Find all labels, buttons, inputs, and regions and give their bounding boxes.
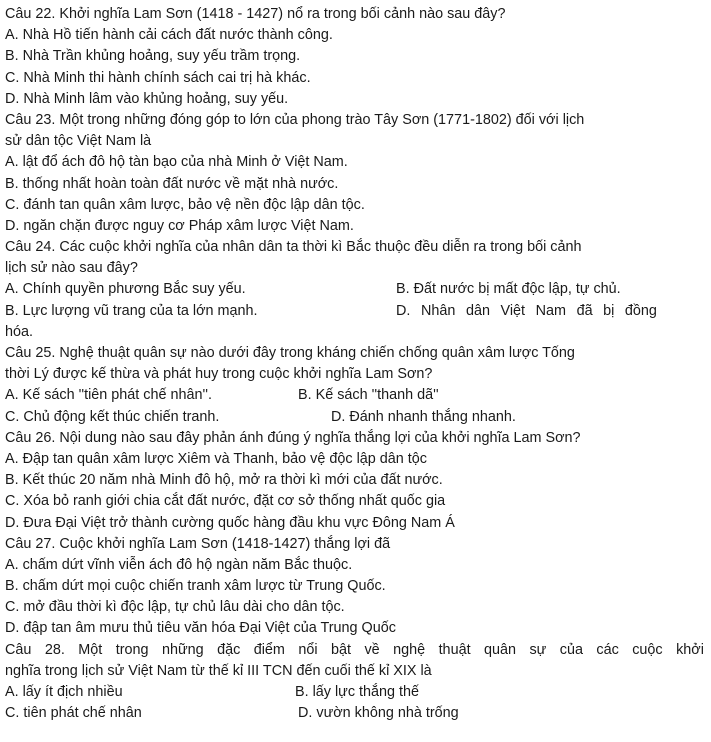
- question-27-option-d: D. đập tan âm mưu thủ tiêu văn hóa Đại Việt của Trung Quốc: [5, 620, 396, 637]
- word: Việt: [500, 302, 526, 319]
- question-25-stem-continued: thời Lý được kế thừa và phát huy trong cuộc khởi nghĩa Lam Sơn?: [5, 366, 433, 383]
- question-26-stem: Câu 26. Nội dung nào sau đây phản ánh đúng ý nghĩa thắng lợi của khởi nghĩa Lam Sơn?: [5, 429, 581, 446]
- word: Câu: [5, 641, 32, 658]
- word: điểm: [253, 641, 285, 658]
- question-24-option-a: A. Chính quyền phương Bắc suy yếu.: [5, 281, 246, 298]
- question-24-options-row-1: [5, 279, 705, 300]
- question-28-option-a: A. lấy ít địch nhiều: [5, 684, 123, 700]
- word: dân: [465, 302, 490, 319]
- question-23-option-c: C. đánh tan quân xâm lược, bảo vệ nền độc lập dân tộc.: [5, 196, 365, 213]
- question-28-options-row-2: [5, 703, 705, 724]
- question-23-option-b: B. thống nhất hoàn toàn đất nước về mặt nhà nước.: [5, 175, 339, 192]
- word: nổi: [298, 641, 318, 658]
- word: bật: [331, 641, 352, 658]
- word: Nam: [535, 302, 567, 319]
- word: Một: [78, 641, 103, 658]
- question-27-stem: Câu 27. Cuộc khởi nghĩa Lam Sơn (1418-1427) thắng lợi đã: [5, 535, 391, 552]
- question-22-option-c: C. Nhà Minh thi hành chính sách cai trị hà khác.: [5, 69, 311, 86]
- word: 28.: [44, 641, 65, 658]
- question-27-option-b: B. chấm dứt mọi cuộc chiến tranh xâm lược từ Trung Quốc.: [5, 578, 386, 595]
- question-23-stem-continued: sử dân tộc Việt Nam là: [5, 133, 152, 150]
- question-26-option-a: A. Đập tan quân xâm lược Xiêm và Thanh, bảo vệ độc lập dân tộc: [5, 450, 427, 467]
- word: nghệ: [393, 641, 426, 658]
- word: bị: [603, 302, 615, 319]
- question-28-option-c: C. tiên phát chế nhân: [5, 705, 142, 722]
- question-27-option-c: C. mở đầu thời kì độc lập, tự chủ lâu dài cho dân tộc.: [5, 599, 345, 616]
- word: khởi: [676, 641, 704, 658]
- word: những: [161, 641, 204, 658]
- word: đặc: [217, 641, 241, 658]
- question-26-option-d: D. Đưa Đại Việt trở thành cường quốc hàng đầu khu vực Đông Nam Á: [5, 514, 455, 531]
- word: các: [596, 641, 619, 658]
- question-23-option-d: D. ngăn chặn được nguy cơ Pháp xâm lược Việt Nam.: [5, 217, 354, 234]
- question-22-option-b: B. Nhà Trần khủng hoảng, suy yếu trầm trọng.: [5, 48, 301, 65]
- question-24-option-d-continued: hóa.: [5, 323, 34, 340]
- word: D.: [396, 302, 411, 319]
- question-25-option-d: D. Đánh nhanh thắng nhanh.: [331, 408, 516, 425]
- word: thuật: [438, 641, 471, 658]
- question-28-options-row-1: [5, 682, 705, 703]
- question-28-stem: [5, 640, 705, 661]
- question-28-option-b: B. lấy lực thắng thế: [295, 684, 420, 700]
- question-28-option-d: D. vườn không nhà trống: [298, 705, 459, 722]
- question-27-option-a: A. chấm dứt vĩnh viễn ách đô hộ ngàn năm Bắc thuộc.: [5, 556, 353, 573]
- question-25-stem: Câu 25. Nghệ thuật quân sự nào dưới đây trong kháng chiến chống quân xâm lược Tống: [5, 345, 575, 361]
- question-24-option-b: B. Đất nước bị mất độc lập, tự chủ.: [396, 281, 621, 298]
- question-sheet: [5, 4, 705, 724]
- question-24-options-row-2: [5, 301, 705, 322]
- question-24-stem: Câu 24. Các cuộc khởi nghĩa của nhân dân ta thời kì Bắc thuộc đều diễn ra trong bối cảnh: [5, 239, 582, 256]
- question-22-stem: Câu 22. Khởi nghĩa Lam Sơn (1418 - 1427) nổ ra trong bối cảnh nào sau đây?: [5, 6, 506, 22]
- word: Nhân: [420, 302, 456, 319]
- question-25-options-row-1: [5, 385, 705, 406]
- word: của: [559, 641, 583, 658]
- word: về: [364, 641, 380, 658]
- word: cuộc: [632, 641, 663, 658]
- question-25-option-b: B. Kế sách ''thanh dã'': [298, 387, 439, 404]
- question-24-option-d: [396, 301, 705, 322]
- question-25-option-a: A. Kế sách ''tiên phát chế nhân''.: [5, 387, 212, 404]
- question-26-option-b: B. Kết thúc 20 năm nhà Minh đô hộ, mở ra thời kì mới của đất nước.: [5, 472, 443, 489]
- question-23-stem: Câu 23. Một trong những đóng góp to lớn của phong trào Tây Sơn (1771-1802) đối với lịch: [5, 111, 585, 128]
- word: sự: [529, 641, 547, 658]
- word: quân: [484, 641, 517, 658]
- question-24-option-c: B. Lực lượng vũ trang của ta lớn mạnh.: [5, 302, 258, 319]
- word: đồng: [624, 302, 657, 319]
- question-24-stem-continued: lịch sử nào sau đây?: [5, 260, 138, 277]
- question-22-option-a: A. Nhà Hồ tiến hành cải cách đất nước thành công.: [5, 27, 333, 44]
- question-25-option-c: C. Chủ động kết thúc chiến tranh.: [5, 408, 220, 425]
- question-28-stem-continued: nghĩa trong lịch sử Việt Nam từ thế kỉ III TCN đến cuối thế kỉ XIX là: [5, 662, 432, 679]
- question-25-options-row-2: [5, 407, 705, 428]
- word: đã: [576, 302, 593, 319]
- question-23-option-a: A. lật đổ ách đô hộ tàn bạo của nhà Minh ở Việt Nam.: [5, 154, 348, 171]
- question-22-option-d: D. Nhà Minh lâm vào khủng hoảng, suy yếu.: [5, 90, 289, 107]
- word: trong: [115, 641, 149, 658]
- question-26-option-c: C. Xóa bỏ ranh giới chia cắt đất nước, đặt cơ sở thống nhất quốc gia: [5, 493, 446, 510]
